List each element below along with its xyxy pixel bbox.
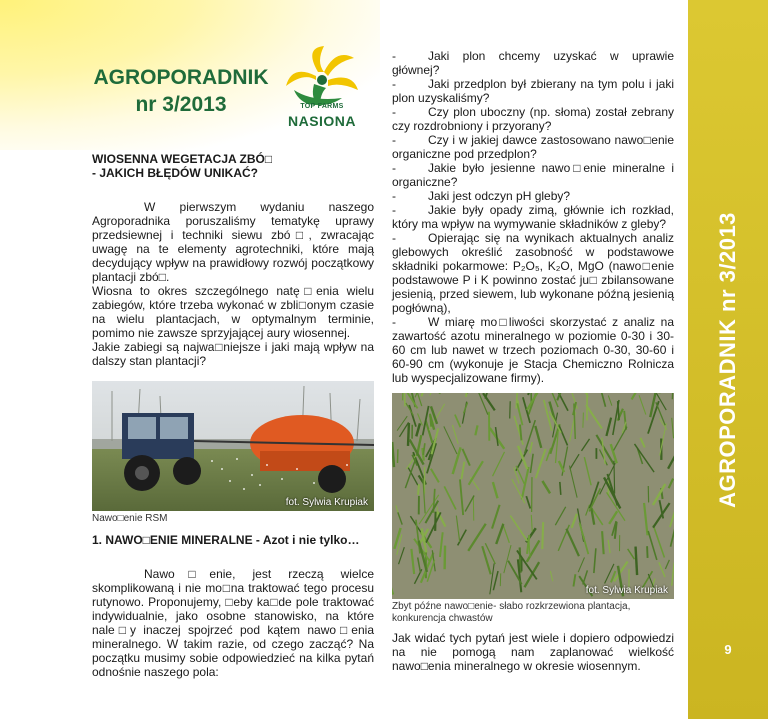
sidebar-title: AGROPORADNIK nr 3/2013 — [715, 212, 740, 508]
grass-blade — [408, 423, 409, 446]
article-title-line1: WIOSENNA WEGETACJA ZBÓ□ — [92, 152, 273, 166]
closing-paragraph: Jak widać tych pytań jest wiele i dopiero odpowiedzi na nie pomogą nam zaplanować wielkość nawo□enia mineralnego w okresie wiosennym. — [392, 631, 674, 673]
section1-paragraph: Nawo□enie, jest rzeczą wielce skomplikowaną i nie mo□na traktować tego procesu rutynowo. Proponujemy, □eby ka□de pole traktować indywidualnie, jako osobne stanowisko, na które nale□y inaczej spojrzeć pod kątem nawo□enia mineralnego. W takim razie, od czego zacząć? Na początku musimy sobie odpowiedzieć na kilka pytań odnośnie naszego pola: — [92, 567, 374, 679]
brand-title-line2: nr 3/2013 — [135, 93, 227, 116]
tractor-photo-caption: Nawo□enie RSM — [92, 513, 168, 524]
wheat-field-photo — [392, 393, 674, 599]
list-item-text: Jakie były opady zimą, głównie ich rozkład, który ma wpływ na wymywanie składników z gleby? — [392, 203, 674, 231]
grass-blade — [560, 482, 561, 495]
grass-blade — [583, 413, 584, 428]
list-item-text: Jakie było jesienne nawo□enie mineralne i organiczne? — [392, 161, 674, 189]
question-paragraph: Jakie zabiegi są najwa□niejsze i jaki mają wpływ na dalszy stan plantacji? — [92, 340, 374, 368]
list-item: - Opierając się na wynikach aktualnych analiz glebowych określić zasobność w podstawowe składniki pokarmowe: P₂O₅, K₂O, MgO (nawo□enie podstawowe P i K powinno zostać ju□ zbilansowane jesienią, przed siewem, lub wykonane późną jesienią pogłówną), — [392, 231, 674, 315]
logo-label-top: TOP FARMS — [300, 103, 344, 110]
logo-label-main: NASIONA — [287, 113, 357, 129]
tractor-spraying-image — [92, 381, 374, 511]
grass-blade — [430, 414, 431, 427]
list-item-text: W miarę mo□liwości skorzystać z analiz na zawartość azotu mineralnego w poziomie 0-30 i 30-60 cm lub nawet w trzech poziomach 0-30, 30-60 i 60-90 cm (wykonuje je Stacja Chemiczno Rolnicza lub wyspecjalizowane firmy). — [392, 315, 674, 385]
grass-blade — [542, 522, 543, 549]
section1 — [92, 533, 374, 679]
list-item: - Jaki przedplon był zbierany na tym polu i jaki plon uzyskaliśmy? — [392, 77, 674, 105]
list-item-text: Jaki jest odczyn pH gleby? — [428, 189, 571, 203]
tractor-photo — [92, 381, 374, 511]
article-title-line2: - JAKICH BŁĘDÓW UNIKAĆ? — [92, 166, 258, 180]
grass-blade — [403, 393, 404, 400]
tractor-photo-credit: fot. Sylwia Krupiak — [285, 497, 368, 508]
list-item-text: Czy plon uboczny (np. słoma) został zebrany czy rozdrobniony i przyorany? — [392, 105, 674, 133]
grass-blade — [636, 547, 638, 576]
brand-title — [92, 64, 270, 118]
spring-paragraph: Wiosna to okres szczególnego natę□enia wielu zabiegów, które trzeba wykonać w zbli□onym czasie na wielu plantacjach, w optymalnym terminie, pomimo nie zawsze sprzyjającej aury wiosennej. — [92, 284, 374, 340]
left-column — [92, 152, 374, 368]
list-item: - Czy plon uboczny (np. słoma) został zebrany czy rozdrobniony i przyorany? — [392, 105, 674, 133]
wheat-seedlings-image — [392, 393, 674, 599]
wheat-photo-credit: fot. Sylwia Krupiak — [585, 585, 668, 596]
list-item: - Jakie było jesienne nawo□enie mineralne i organiczne? — [392, 161, 674, 189]
grass-blade — [404, 393, 405, 406]
brand-title-line1: AGROPORADNIK — [93, 66, 269, 89]
right-column — [392, 49, 674, 385]
list-item: - Jaki plon chcemy uzyskać w uprawie głównej? — [392, 49, 674, 77]
grass-blade — [418, 484, 419, 495]
grass-blade — [614, 461, 615, 494]
article-title — [92, 152, 374, 180]
wheat-photo-caption: Zbyt późne nawo□enie- słabo rozkrzewiona plantacja, konkurencja chwastów — [392, 601, 631, 624]
list-item: - W miarę mo□liwości skorzystać z analiz na zawartość azotu mineralnego w poziomie 0-30 i 30-60 cm lub nawet w trzech poziomach 0-30, 30-60 i 60-90 cm (wykonuje je Stacja Chemiczno Rolnicza lub wyspecjalizowane firmy). — [392, 315, 674, 385]
list-item: - Jakie były opady zimą, głównie ich rozkład, który ma wpływ na wymywanie składników z gleby? — [392, 203, 674, 231]
page-number: 9 — [724, 642, 732, 657]
list-item-text: Opierając się na wynikach aktualnych analiz glebowych określić zasobność w podstawowe składniki pokarmowe: P₂O₅, K₂O, MgO (nawo□enie podstawowe P i K powinno zostać ju□ zbilansowane jesienią, przed siewem, lub wykonane późną jesienią pogłówną), — [392, 231, 674, 315]
section1-title: 1. NAWO□ENIE MINERALNE - Azot i nie tylko… — [92, 533, 360, 547]
grass-blade — [437, 507, 438, 518]
list-item-text: Czy i w jakiej dawce zastosowano nawo□enie organiczne pod przedplon? — [392, 133, 674, 161]
list-item-text: Jaki przedplon był zbierany na tym polu i jaki plon uzyskaliśmy? — [392, 77, 674, 105]
list-item-text: Jaki plon chcemy uzyskać w uprawie głównej? — [392, 49, 674, 77]
intro-paragraph: W pierwszym wydaniu naszego Agroporadnika poruszaliśmy tematykę uprawy przedsiewnej i techniki siewu zbó□, zwracając uwagę na te elementy agrotechniki, które mają decydujący wpływ na prawidłowy rozwój początkowy plantacji zbó□. — [92, 200, 374, 284]
list-item: - Czy i w jakiej dawce zastosowano nawo□enie organiczne pod przedplon? — [392, 133, 674, 161]
list-item: - Jaki jest odczyn pH gleby? — [392, 189, 571, 203]
